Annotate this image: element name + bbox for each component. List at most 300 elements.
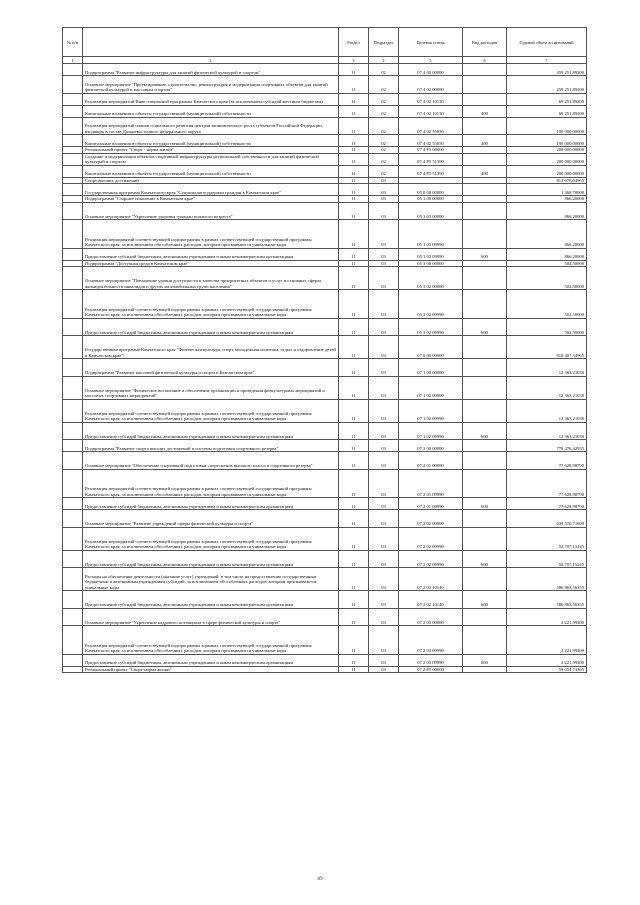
cell-num bbox=[63, 666, 83, 673]
cell-amount: 190 000,00000 bbox=[507, 135, 587, 147]
table-row bbox=[63, 153, 587, 165]
cell-name: Спорт высших достижений bbox=[83, 177, 339, 184]
cell-exptype: 600 bbox=[463, 248, 507, 260]
cell-name: Реализация мероприятий планов социального развития центров экономического роста субъектов Российской Федерации, входящих в состав Дальневосточного федерального округа bbox=[83, 117, 339, 135]
cell-num bbox=[63, 135, 83, 147]
cell-exptype bbox=[463, 184, 507, 196]
cell-num bbox=[63, 498, 83, 510]
cell-target: 05 3 00 00000 bbox=[399, 260, 463, 267]
cell-target: 07 4 02 00000 bbox=[399, 76, 463, 94]
cell-subsection: 03 bbox=[369, 290, 399, 319]
table-row bbox=[63, 666, 587, 673]
cell-exptype: 600 bbox=[463, 318, 507, 336]
cell-subsection: 03 bbox=[369, 196, 399, 203]
cell-num bbox=[63, 376, 83, 399]
cell-amount: 813 676,04965 bbox=[507, 177, 587, 184]
cell-exptype bbox=[463, 220, 507, 249]
cell-name: Региональный проект "Спорт-норма жизни" bbox=[83, 666, 339, 673]
cell-name: Предоставление субсидий бюджетным, автономным учреждениям и иным некоммерческим организациям bbox=[83, 318, 339, 336]
cell-name: Реализация мероприятий соответствующей подпрограммы в рамках соответствующей государственной программы Камчатского края, за исключением обособленных расходов, которым присваиваются уникальные коды bbox=[83, 469, 339, 498]
cell-amount: 12 363,21030 bbox=[507, 376, 587, 399]
cell-section: 11 bbox=[339, 117, 369, 135]
col-index: 7 bbox=[507, 57, 587, 64]
cell-name: Государственная программа Камчатского края "Социальная поддержка граждан в Камчатском крае" bbox=[83, 184, 339, 196]
cell-section: 11 bbox=[339, 452, 369, 470]
table-row bbox=[63, 76, 587, 94]
cell-name: Предоставление субсидий бюджетным, автономным учреждениям и иным некоммерческим организациям bbox=[83, 498, 339, 510]
cell-exptype bbox=[463, 359, 507, 377]
cell-name: Предоставление субсидий бюджетным, автономным учреждениям и иным некоммерческим организациям bbox=[83, 248, 339, 260]
col-header-num: № п/п bbox=[63, 28, 83, 57]
table-row bbox=[63, 318, 587, 336]
cell-section: 11 bbox=[339, 202, 369, 220]
table-row bbox=[63, 440, 587, 452]
cell-amount: 12 363,21030 bbox=[507, 422, 587, 440]
table-row bbox=[63, 64, 587, 76]
cell-amount: 69 251,89200 bbox=[507, 105, 587, 117]
cell-num bbox=[63, 336, 83, 359]
cell-num bbox=[63, 422, 83, 440]
cell-section: 11 bbox=[339, 626, 369, 655]
cell-num bbox=[63, 452, 83, 470]
col-index: 4 bbox=[369, 57, 399, 64]
table-row bbox=[63, 135, 587, 147]
cell-num bbox=[63, 440, 83, 452]
cell-num bbox=[63, 550, 83, 568]
cell-section: 11 bbox=[339, 399, 369, 422]
cell-amount: 866,20000 bbox=[507, 220, 587, 249]
cell-num bbox=[63, 527, 83, 550]
cell-section: 11 bbox=[339, 469, 369, 498]
cell-section: 11 bbox=[339, 153, 369, 165]
cell-target: 07 2 03 09990 bbox=[399, 626, 463, 655]
cell-num bbox=[63, 290, 83, 319]
cell-section: 11 bbox=[339, 290, 369, 319]
cell-section: 11 bbox=[339, 654, 369, 666]
cell-section: 11 bbox=[339, 550, 369, 568]
cell-section: 11 bbox=[339, 184, 369, 196]
cell-section: 11 bbox=[339, 510, 369, 528]
cell-target: 07 2 01 09990 bbox=[399, 469, 463, 498]
budget-table-page bbox=[62, 27, 586, 673]
cell-subsection: 03 bbox=[369, 626, 399, 655]
cell-target: 07 2 01 00000 bbox=[399, 452, 463, 470]
cell-name: Основное мероприятие "Проектирование, строительство, реконструкция и модернизация спортивных объектов для занятий физической культурой и массовым спортом" bbox=[83, 76, 339, 94]
cell-subsection: 02 bbox=[369, 165, 399, 177]
table-row bbox=[63, 93, 587, 105]
table-header-row bbox=[63, 28, 587, 57]
cell-amount: 190 000,00000 bbox=[507, 117, 587, 135]
cell-exptype: 600 bbox=[463, 498, 507, 510]
table-row bbox=[63, 117, 587, 135]
cell-exptype bbox=[463, 336, 507, 359]
cell-name: Региональный проект "Спорт - норма жизни" bbox=[83, 147, 339, 154]
cell-exptype: 600 bbox=[463, 591, 507, 609]
cell-name: Основное мероприятие "Обеспечение спортивной подготовки спортсменов высокого класса и спортивного резерва" bbox=[83, 452, 339, 470]
cell-target: 05 0 00 00000 bbox=[399, 184, 463, 196]
cell-name: Основное мероприятие "Укрепление здоровья граждан пожилого возраста" bbox=[83, 202, 339, 220]
cell-subsection: 02 bbox=[369, 153, 399, 165]
cell-target: 07 2 02 09990 bbox=[399, 527, 463, 550]
cell-name: Подпрограмма "Развитие инфраструктуры для занятий физической культурой и спортом" bbox=[83, 64, 339, 76]
cell-subsection: 03 bbox=[369, 654, 399, 666]
table-row bbox=[63, 608, 587, 626]
cell-name: Расходы на обеспечение деятельности (оказание услуг) учреждений, в том числе на предоставление государственным бюджетным и автономным учреждениям субсидий, за исключением обособленных расходов, которым присваиваются уникальные коды bbox=[83, 568, 339, 591]
cell-num bbox=[63, 64, 83, 76]
cell-target: 05 3 02 09990 bbox=[399, 290, 463, 319]
cell-subsection: 03 bbox=[369, 591, 399, 609]
cell-num bbox=[63, 359, 83, 377]
cell-amount: 586 863,56355 bbox=[507, 568, 587, 591]
cell-name: Предоставление субсидий бюджетным, автономным учреждениям и иным некоммерческим организациям bbox=[83, 422, 339, 440]
table-row bbox=[63, 267, 587, 290]
cell-subsection: 03 bbox=[369, 527, 399, 550]
cell-exptype bbox=[463, 399, 507, 422]
cell-subsection: 02 bbox=[369, 76, 399, 94]
cell-section: 11 bbox=[339, 260, 369, 267]
cell-amount: 77 628,98790 bbox=[507, 498, 587, 510]
cell-num bbox=[63, 469, 83, 498]
cell-target: 07 1 02 09990 bbox=[399, 422, 463, 440]
cell-name: Государственная программа Камчатского края "Физическая культура, спорт, молодежная политика, отдых и оздоровление детей в Камчатском крае" bbox=[83, 336, 339, 359]
cell-amount: 459 251,89200 bbox=[507, 64, 587, 76]
col-index: 2 bbox=[83, 57, 339, 64]
cell-exptype bbox=[463, 452, 507, 470]
cell-section: 11 bbox=[339, 165, 369, 177]
cell-subsection: 02 bbox=[369, 135, 399, 147]
col-index: 6 bbox=[463, 57, 507, 64]
cell-amount: 52 707,15245 bbox=[507, 527, 587, 550]
cell-exptype bbox=[463, 202, 507, 220]
cell-name: Основное мероприятие "Физическое воспитание и обеспечение организации и проведения физкультурных мероприятий и массовых спортивных мероприятий" bbox=[83, 376, 339, 399]
col-index: 1 bbox=[63, 57, 83, 64]
cell-subsection: 03 bbox=[369, 422, 399, 440]
cell-target: 05 1 00 00000 bbox=[399, 196, 463, 203]
col-header-subsection: Подраздел bbox=[369, 28, 399, 57]
cell-section: 11 bbox=[339, 591, 369, 609]
cell-section: 11 bbox=[339, 666, 369, 673]
cell-num bbox=[63, 654, 83, 666]
cell-subsection: 03 bbox=[369, 184, 399, 196]
cell-exptype bbox=[463, 469, 507, 498]
cell-exptype bbox=[463, 64, 507, 76]
cell-num bbox=[63, 568, 83, 591]
cell-subsection: 02 bbox=[369, 64, 399, 76]
cell-amount: 586 863,56355 bbox=[507, 591, 587, 609]
table-row bbox=[63, 591, 587, 609]
col-header-exptype: Вид расходов bbox=[463, 28, 507, 57]
col-index: 3 bbox=[339, 57, 369, 64]
cell-section: 11 bbox=[339, 336, 369, 359]
cell-amount: 810 407,34965 bbox=[507, 336, 587, 359]
cell-amount: 1 368,70000 bbox=[507, 184, 587, 196]
cell-target: 07 4 P5 51390 bbox=[399, 153, 463, 165]
cell-section: 11 bbox=[339, 267, 369, 290]
cell-target: 07 4 P5 51390 bbox=[399, 165, 463, 177]
cell-exptype: 400 bbox=[463, 165, 507, 177]
cell-subsection: 03 bbox=[369, 248, 399, 260]
cell-section: 11 bbox=[339, 93, 369, 105]
cell-name: Основное мероприятие "Развитие учреждений сферы физической культуры и спорта" bbox=[83, 510, 339, 528]
table-row bbox=[63, 527, 587, 550]
cell-subsection: 03 bbox=[369, 568, 399, 591]
cell-num bbox=[63, 608, 83, 626]
cell-num bbox=[63, 165, 83, 177]
cell-num bbox=[63, 76, 83, 94]
table-row bbox=[63, 165, 587, 177]
cell-target: 05 1 03 09990 bbox=[399, 248, 463, 260]
cell-subsection: 03 bbox=[369, 220, 399, 249]
cell-target: 07 2 03 00000 bbox=[399, 608, 463, 626]
cell-amount: 778 476,42935 bbox=[507, 440, 587, 452]
cell-name: Капитальные вложения в объекты государственной (муниципальной) собственности bbox=[83, 105, 339, 117]
cell-exptype bbox=[463, 666, 507, 673]
cell-amount: 502,50000 bbox=[507, 290, 587, 319]
table-row bbox=[63, 452, 587, 470]
cell-num bbox=[63, 248, 83, 260]
cell-amount: 2 221,99200 bbox=[507, 654, 587, 666]
cell-subsection: 03 bbox=[369, 469, 399, 498]
col-header-section: Раздел bbox=[339, 28, 369, 57]
cell-subsection: 03 bbox=[369, 440, 399, 452]
cell-num bbox=[63, 93, 83, 105]
cell-amount: 866,20000 bbox=[507, 202, 587, 220]
cell-target: 05 1 03 09990 bbox=[399, 220, 463, 249]
table-row bbox=[63, 550, 587, 568]
cell-subsection: 02 bbox=[369, 105, 399, 117]
cell-num bbox=[63, 591, 83, 609]
table-body bbox=[63, 64, 587, 673]
cell-subsection: 03 bbox=[369, 666, 399, 673]
cell-name: Капитальные вложения в объекты государственной (муниципальной) собственности bbox=[83, 165, 339, 177]
cell-name: Основное мероприятие "Повышение уровня доступности и качества приоритетных объектов и услуг в основных сферах жизнедеятельности инвалидов и других маломобильных групп населения" bbox=[83, 267, 339, 290]
table-row bbox=[63, 376, 587, 399]
cell-subsection: 03 bbox=[369, 267, 399, 290]
cell-name: Подпрограмма "Доступная среда в Камчатском крае" bbox=[83, 260, 339, 267]
cell-amount: 200 000,00000 bbox=[507, 153, 587, 165]
table-row bbox=[63, 290, 587, 319]
cell-name: Подпрограмма "Развитие спорта высших достижений и системы подготовки спортивного резерва" bbox=[83, 440, 339, 452]
cell-name: Предоставление субсидий бюджетным, автономным учреждениям и иным некоммерческим организациям bbox=[83, 550, 339, 568]
cell-name: Реализация мероприятий Инвестиционной программы Камчатского края (за исключением субсидий местным бюджетам) bbox=[83, 93, 339, 105]
cell-section: 11 bbox=[339, 177, 369, 184]
table-row bbox=[63, 422, 587, 440]
cell-name: Подпрограмма "Развитие массовой физической культуры и спорта в Камчатском крае" bbox=[83, 359, 339, 377]
cell-amount: 59 054,73365 bbox=[507, 666, 587, 673]
cell-name: Подпрограмма "Старшее поколение в Камчатском крае" bbox=[83, 196, 339, 203]
cell-exptype bbox=[463, 527, 507, 550]
cell-name: Предоставление субсидий бюджетным, автономным учреждениям и иным некоммерческим организациям bbox=[83, 591, 339, 609]
cell-subsection: 03 bbox=[369, 498, 399, 510]
table-row bbox=[63, 654, 587, 666]
cell-name: Реализация мероприятий соответствующей подпрограммы в рамках соответствующей государственной программы Камчатского края, за исключением обособленных расходов, которым присваиваются уникальные коды bbox=[83, 290, 339, 319]
cell-exptype: 600 bbox=[463, 550, 507, 568]
cell-section: 11 bbox=[339, 248, 369, 260]
cell-exptype bbox=[463, 290, 507, 319]
cell-num bbox=[63, 626, 83, 655]
cell-subsection: 03 bbox=[369, 318, 399, 336]
cell-exptype bbox=[463, 117, 507, 135]
cell-amount: 52 707,15245 bbox=[507, 550, 587, 568]
cell-amount: 69 251,89200 bbox=[507, 93, 587, 105]
cell-subsection: 02 bbox=[369, 93, 399, 105]
cell-section: 11 bbox=[339, 422, 369, 440]
cell-name: Реализация мероприятий соответствующей подпрограммы в рамках соответствующей государственной программы Камчатского края, за исключением обособленных расходов, которым присваиваются уникальные коды bbox=[83, 527, 339, 550]
cell-target: 07 2 00 00000 bbox=[399, 440, 463, 452]
col-index: 5 bbox=[399, 57, 463, 64]
cell-target: 07 1 02 09990 bbox=[399, 399, 463, 422]
cell-subsection: 03 bbox=[369, 202, 399, 220]
cell-num bbox=[63, 399, 83, 422]
cell-section: 11 bbox=[339, 498, 369, 510]
cell-num bbox=[63, 153, 83, 165]
cell-num bbox=[63, 184, 83, 196]
cell-name: Капитальные вложения в объекты государственной (муниципальной) собственности bbox=[83, 135, 339, 147]
cell-num bbox=[63, 117, 83, 135]
cell-amount: 866,20000 bbox=[507, 248, 587, 260]
cell-subsection: 03 bbox=[369, 359, 399, 377]
page-number: 89 bbox=[317, 877, 323, 882]
table-row bbox=[63, 202, 587, 220]
cell-target: 07 4 02 55050 bbox=[399, 117, 463, 135]
table-index-row bbox=[63, 57, 587, 64]
cell-subsection: 03 bbox=[369, 376, 399, 399]
cell-subsection: 03 bbox=[369, 608, 399, 626]
cell-name: Предоставление субсидий бюджетным, автономным учреждениям и иным некоммерческим организациям bbox=[83, 654, 339, 666]
cell-amount: 866,20000 bbox=[507, 196, 587, 203]
cell-target: 07 1 02 00000 bbox=[399, 376, 463, 399]
budget-table bbox=[62, 27, 587, 673]
table-row bbox=[63, 510, 587, 528]
cell-section: 11 bbox=[339, 376, 369, 399]
cell-section: 11 bbox=[339, 76, 369, 94]
cell-target: 05 1 03 00000 bbox=[399, 202, 463, 220]
cell-num bbox=[63, 318, 83, 336]
cell-name: Реализация мероприятий соответствующей подпрограммы в рамках соответствующей государственной программы Камчатского края, за исключением обособленных расходов, которым присваиваются уникальные коды bbox=[83, 626, 339, 655]
cell-section: 11 bbox=[339, 568, 369, 591]
cell-num bbox=[63, 202, 83, 220]
cell-num bbox=[63, 105, 83, 117]
cell-name: Реализация мероприятий соответствующей подпрограммы в рамках соответствующей государственной программы Камчатского края, за исключением обособленных расходов, которым присваиваются уникальные коды bbox=[83, 220, 339, 249]
cell-exptype: 600 bbox=[463, 654, 507, 666]
cell-section: 11 bbox=[339, 440, 369, 452]
cell-amount: 2 221,99200 bbox=[507, 626, 587, 655]
cell-exptype bbox=[463, 440, 507, 452]
cell-subsection: 02 bbox=[369, 147, 399, 154]
cell-exptype bbox=[463, 568, 507, 591]
cell-subsection: 03 bbox=[369, 177, 399, 184]
cell-amount: 259 251,89200 bbox=[507, 76, 587, 94]
cell-exptype bbox=[463, 76, 507, 94]
cell-target: 07 4 02 10130 bbox=[399, 93, 463, 105]
cell-target: 07 2 02 00000 bbox=[399, 510, 463, 528]
cell-exptype bbox=[463, 153, 507, 165]
cell-amount: 502,50000 bbox=[507, 267, 587, 290]
cell-amount: 502,50000 bbox=[507, 318, 587, 336]
table-row bbox=[63, 248, 587, 260]
cell-target: 07 2 02 10140 bbox=[399, 591, 463, 609]
cell-exptype bbox=[463, 93, 507, 105]
cell-target: 07 2 02 09990 bbox=[399, 550, 463, 568]
cell-name: Реализация мероприятий соответствующей подпрограммы в рамках соответствующей государственной программы Камчатского края, за исключением обособленных расходов, которым присваиваются уникальные коды bbox=[83, 399, 339, 422]
cell-subsection: 03 bbox=[369, 452, 399, 470]
cell-target: 07 1 00 00000 bbox=[399, 359, 463, 377]
table-row bbox=[63, 336, 587, 359]
cell-section: 11 bbox=[339, 105, 369, 117]
cell-section: 11 bbox=[339, 359, 369, 377]
cell-exptype bbox=[463, 267, 507, 290]
table-row bbox=[63, 220, 587, 249]
cell-section: 11 bbox=[339, 608, 369, 626]
cell-amount: 77 628,98790 bbox=[507, 452, 587, 470]
cell-subsection: 02 bbox=[369, 117, 399, 135]
cell-target: 05 3 02 09990 bbox=[399, 318, 463, 336]
cell-target: 07 2 03 09990 bbox=[399, 654, 463, 666]
cell-exptype bbox=[463, 510, 507, 528]
cell-target: 05 3 02 00000 bbox=[399, 267, 463, 290]
cell-target: 07 2 01 09990 bbox=[399, 498, 463, 510]
cell-amount: 12 363,21030 bbox=[507, 399, 587, 422]
table-row bbox=[63, 399, 587, 422]
cell-target: 07 4 P5 00000 bbox=[399, 147, 463, 154]
cell-amount: 502,50000 bbox=[507, 260, 587, 267]
cell-num bbox=[63, 510, 83, 528]
cell-section: 11 bbox=[339, 135, 369, 147]
cell-target: 07 2 02 10140 bbox=[399, 568, 463, 591]
cell-amount: 2 221,99200 bbox=[507, 608, 587, 626]
cell-exptype: 400 bbox=[463, 105, 507, 117]
cell-target: 07 0 00 00000 bbox=[399, 336, 463, 359]
cell-amount: 200 000,00000 bbox=[507, 147, 587, 154]
cell-amount: 200 000,00000 bbox=[507, 165, 587, 177]
table-row bbox=[63, 498, 587, 510]
table-row bbox=[63, 359, 587, 377]
cell-target: 07 4 02 55050 bbox=[399, 135, 463, 147]
cell-section: 11 bbox=[339, 147, 369, 154]
table-row bbox=[63, 184, 587, 196]
col-header-amount: Годовой объем ассигнований bbox=[507, 28, 587, 57]
cell-name: Создание и модернизация объектов спортивной инфраструктуры региональной собственности для занятий физической культурой и спортом bbox=[83, 153, 339, 165]
cell-section: 11 bbox=[339, 527, 369, 550]
table-row bbox=[63, 568, 587, 591]
col-header-name bbox=[83, 28, 339, 57]
cell-section: 11 bbox=[339, 196, 369, 203]
cell-amount: 77 628,98790 bbox=[507, 469, 587, 498]
cell-subsection: 03 bbox=[369, 336, 399, 359]
cell-name: Основное мероприятие "Укрепление кадрового потенциала в сфере физической культуры и спорта" bbox=[83, 608, 339, 626]
col-header-target: Целевая статья bbox=[399, 28, 463, 57]
table-row bbox=[63, 105, 587, 117]
table-row bbox=[63, 626, 587, 655]
cell-exptype bbox=[463, 608, 507, 626]
cell-target: 07 2 P5 00000 bbox=[399, 666, 463, 673]
cell-target: 07 4 02 10130 bbox=[399, 105, 463, 117]
cell-exptype bbox=[463, 626, 507, 655]
cell-section: 11 bbox=[339, 220, 369, 249]
cell-num bbox=[63, 220, 83, 249]
cell-subsection: 03 bbox=[369, 399, 399, 422]
cell-exptype: 600 bbox=[463, 422, 507, 440]
cell-exptype: 400 bbox=[463, 135, 507, 147]
cell-amount: 12 363,21030 bbox=[507, 359, 587, 377]
table-row bbox=[63, 469, 587, 498]
cell-subsection: 03 bbox=[369, 550, 399, 568]
cell-num bbox=[63, 267, 83, 290]
cell-exptype bbox=[463, 376, 507, 399]
cell-section: 11 bbox=[339, 64, 369, 76]
cell-section: 11 bbox=[339, 318, 369, 336]
cell-subsection: 03 bbox=[369, 510, 399, 528]
